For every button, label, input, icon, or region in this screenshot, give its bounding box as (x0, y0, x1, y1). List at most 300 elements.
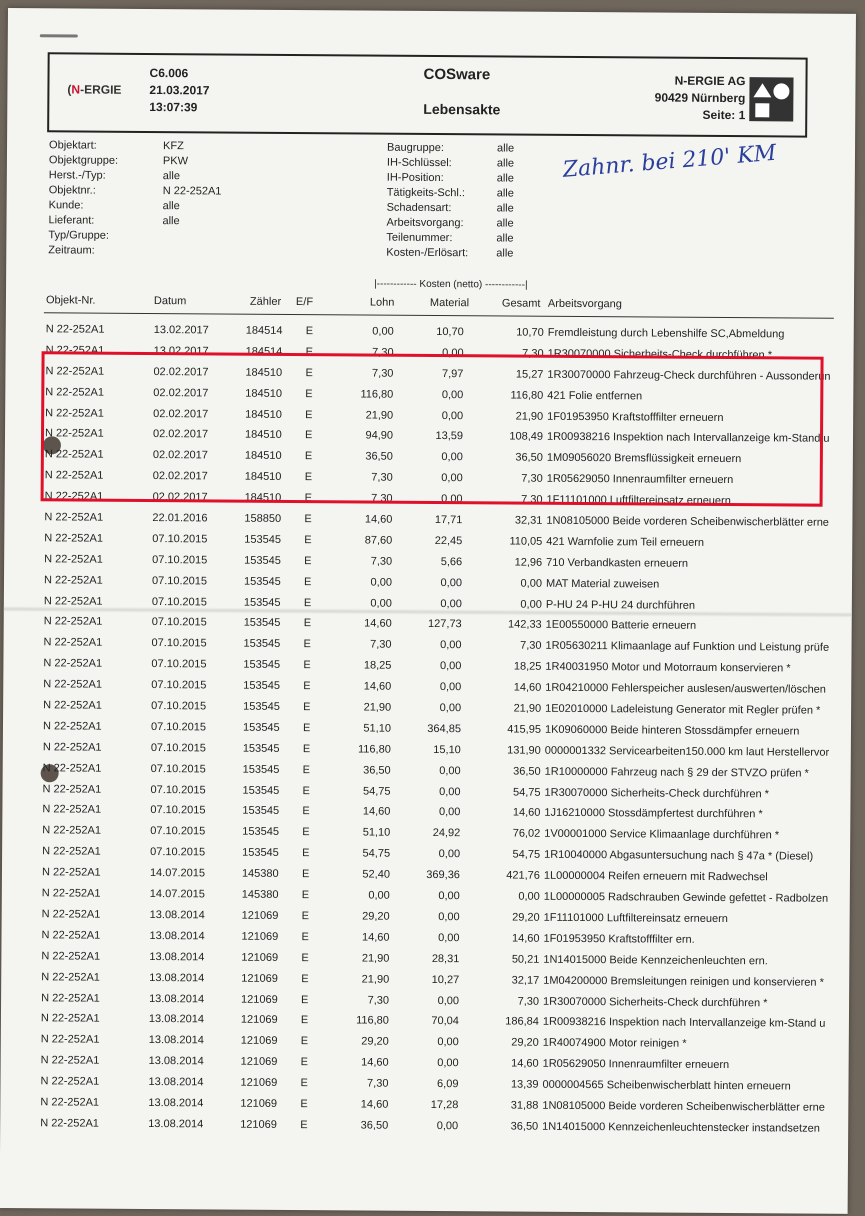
cell-material: 0,00 (438, 848, 461, 861)
filter-values-left: KFZ PKW alle N 22-252A1 alle alle (162, 140, 222, 228)
cell-arbeitsvorgang: 1M04200000 Bremsleitungen reinigen und konservieren * (543, 974, 824, 989)
cell-zaehler: 121069 (241, 909, 279, 922)
cell-gesamt: 29,20 (511, 1036, 539, 1050)
cell-zaehler: 153545 (243, 700, 280, 713)
cell-lohn: 0,00 (370, 597, 392, 610)
cell-material: 24,92 (432, 827, 461, 840)
cell-arbeitsvorgang: 1R10040000 Abgasuntersuchung nach § 47a * (Diesel) (544, 849, 814, 863)
cell-zaehler: 158850 (244, 512, 282, 525)
cell-zaehler: 153545 (244, 533, 282, 546)
cell-datum: 07.10.2015 (150, 762, 206, 776)
cell-material: 0,00 (439, 660, 462, 673)
cell-gesamt: 50,21 (511, 953, 540, 966)
cell-arbeitsvorgang: 1R30070000 Sicherheits-Check durchführen * (547, 347, 773, 362)
cell-zaehler: 153545 (242, 805, 280, 818)
cell-datum: 07.10.2015 (150, 804, 206, 817)
cell-datum: 13.02.2017 (153, 344, 209, 358)
cell-zaehler: 121069 (240, 1076, 278, 1089)
cell-lohn: 36,50 (363, 764, 391, 777)
page-number: Seite: 1 (702, 107, 746, 123)
cell-objekt-nr: N 22-252A1 (44, 448, 104, 462)
cell-zaehler: 121069 (240, 1014, 278, 1027)
cell-gesamt: 21,90 (513, 702, 542, 715)
cell-ef: E (301, 868, 310, 881)
cell-arbeitsvorgang: 1R40074900 Motor reinigen * (542, 1037, 687, 1051)
cell-zaehler: 121069 (241, 930, 279, 943)
cell-datum: 14.07.2015 (149, 867, 206, 880)
cell-lohn: 21,90 (361, 952, 390, 965)
cell-ef: E (301, 951, 309, 964)
cell-arbeitsvorgang: P-HU 24 P-HU 24 durchführen (545, 598, 696, 612)
highlight-box (41, 351, 824, 506)
cell-lohn: 87,60 (364, 534, 393, 547)
cell-zaehler: 153545 (243, 617, 281, 630)
cell-gesamt: 13,39 (510, 1078, 539, 1091)
report-code: C6.006 (149, 65, 189, 81)
cell-objekt-nr: N 22-252A1 (44, 469, 104, 482)
cell-objekt-nr: N 22-252A1 (44, 511, 104, 524)
cell-lohn: 116,80 (357, 743, 391, 756)
cell-objekt-nr: N 22-252A1 (45, 406, 104, 420)
cell-zaehler: 153545 (243, 575, 281, 588)
cell-datum: 07.10.2015 (151, 637, 207, 650)
cell-gesamt: 7,30 (522, 347, 544, 360)
cell-objekt-nr: N 22-252A1 (41, 887, 101, 900)
cell-objekt-nr: N 22-252A1 (44, 553, 103, 566)
cell-gesamt: 12,96 (514, 556, 543, 569)
cell-objekt-nr: N 22-252A1 (41, 991, 100, 1005)
cell-datum: 13.08.2014 (149, 992, 205, 1005)
cell-arbeitsvorgang: 1F11101000 Luftfiltereinsatz erneuern (546, 493, 731, 508)
cell-datum: 07.10.2015 (150, 825, 206, 838)
cell-gesamt: 54,75 (512, 848, 541, 862)
cell-arbeitsvorgang: 710 Verbandkasten erneuern (546, 556, 689, 570)
col-header-arbeitsvorgang: Arbeitsvorgang (547, 297, 622, 311)
cell-material: 0,00 (441, 388, 464, 401)
cell-material: 0,00 (441, 472, 463, 485)
cell-datum: 02.02.2017 (152, 491, 208, 504)
cell-objekt-nr: N 22-252A1 (41, 949, 101, 963)
cell-material: 0,00 (438, 806, 461, 819)
cell-ef: E (304, 533, 312, 547)
cell-datum: 13.08.2014 (149, 908, 205, 922)
cell-gesamt: 0,00 (520, 598, 542, 611)
cell-arbeitsvorgang: MAT Material zuweisen (545, 577, 660, 591)
cell-zaehler: 153545 (243, 679, 281, 693)
cell-material: 10,70 (436, 325, 464, 339)
cell-datum: 13.08.2014 (148, 1013, 205, 1026)
cell-datum: 07.10.2015 (152, 553, 208, 567)
cell-material: 0,00 (441, 451, 463, 464)
cell-lohn: 14,60 (361, 931, 390, 944)
cell-arbeitsvorgang: 421 Folie entfernen (547, 389, 643, 403)
cell-material: 13,59 (435, 430, 464, 443)
cell-ef: E (300, 1118, 308, 1131)
cell-arbeitsvorgang: 1L00000004 Reifen erneuern mit Radwechsel (543, 869, 768, 884)
cell-objekt-nr: N 22-252A1 (40, 1075, 100, 1088)
cell-ef: E (302, 784, 310, 797)
cell-datum: 13.08.2014 (149, 971, 205, 985)
cell-zaehler: 184510 (244, 429, 282, 442)
cell-zaehler: 184510 (245, 366, 283, 379)
col-header-lohn: Lohn (369, 296, 395, 309)
cell-lohn: 0,00 (368, 889, 390, 902)
cell-ef: E (305, 408, 313, 421)
cell-ef: E (301, 972, 309, 985)
cell-lohn: 51,10 (363, 722, 392, 735)
cell-gesamt: 31,88 (510, 1099, 539, 1112)
cell-objekt-nr: N 22-252A1 (43, 678, 103, 691)
cell-arbeitsvorgang: 1R30070000 Sicherheits-Check durchführen * (543, 995, 768, 1009)
cell-lohn: 14,60 (360, 1098, 389, 1111)
cell-lohn: 21,90 (363, 701, 392, 714)
cell-material: 6,09 (437, 1078, 459, 1091)
report-date: 21.03.2017 (149, 82, 210, 98)
cell-zaehler: 184514 (245, 324, 283, 337)
cell-objekt-nr: N 22-252A1 (41, 929, 101, 942)
cell-zaehler: 121069 (241, 951, 279, 964)
cell-material: 0,00 (437, 1057, 459, 1070)
cell-material: 10,27 (431, 973, 460, 986)
cell-lohn: 7,30 (371, 367, 394, 380)
cell-lohn: 94,90 (365, 429, 394, 443)
cell-lohn: 29,20 (361, 1035, 389, 1048)
cell-zaehler: 153545 (242, 784, 280, 797)
cell-objekt-nr: N 22-252A1 (40, 1054, 100, 1067)
cell-zaehler: 184510 (245, 408, 282, 421)
cell-ef: E (302, 805, 310, 818)
cell-zaehler: 145380 (241, 867, 279, 881)
cell-objekt-nr: N 22-252A1 (42, 720, 102, 733)
cell-gesamt: 15,27 (515, 368, 544, 381)
cell-ef: E (304, 513, 312, 526)
cell-gesamt: 7,30 (521, 472, 543, 485)
cell-ef: E (303, 575, 312, 588)
cell-ef: E (300, 1014, 309, 1027)
cell-material: 15,10 (433, 743, 461, 756)
cell-arbeitsvorgang: 1R04210000 Fehlerspeicher auslesen/auswerten/löschen (545, 681, 826, 696)
cell-ef: E (304, 450, 313, 463)
cell-arbeitsvorgang: 1F01953950 Kraftstofffilter ern. (543, 932, 695, 946)
cell-zaehler: 153545 (242, 846, 279, 860)
cell-objekt-nr: N 22-252A1 (40, 1012, 100, 1026)
handwritten-note: Zahnr. bei 210' KM (561, 140, 778, 183)
cell-material: 17,28 (430, 1098, 459, 1112)
cell-ef: E (302, 847, 310, 860)
cell-lohn: 7,30 (367, 994, 390, 1007)
cell-ef: E (301, 993, 309, 1006)
col-header-zaehler: Zähler (249, 295, 282, 308)
cell-objekt-nr: N 22-252A1 (44, 532, 104, 545)
cell-gesamt: 14,60 (512, 807, 541, 820)
cell-ef: E (305, 325, 314, 338)
cell-zaehler: 121069 (241, 993, 278, 1006)
cell-zaehler: 121069 (240, 1097, 278, 1110)
cell-ef: E (304, 554, 312, 567)
cell-material: 22,45 (434, 534, 463, 548)
cell-objekt-nr: N 22-252A1 (40, 1033, 100, 1046)
cell-zaehler: 153545 (243, 638, 281, 651)
col-header-gesamt: Gesamt (501, 297, 541, 310)
cell-arbeitsvorgang: 1J16210000 Stossdämpfertest durchführen * (544, 807, 763, 821)
cell-datum: 13.08.2014 (148, 1034, 204, 1047)
cell-gesamt: 421,76 (506, 869, 540, 882)
cell-datum: 13.08.2014 (148, 1055, 204, 1068)
cell-gesamt: 14,60 (511, 932, 540, 945)
cell-material: 369,36 (426, 869, 460, 882)
cell-objekt-nr: N 22-252A1 (45, 365, 105, 378)
company-logo: (N-ERGIE (67, 82, 122, 97)
cell-arbeitsvorgang: 1R05629050 Innenraumfilter erneuern (546, 473, 734, 487)
cell-ef: E (300, 1035, 309, 1048)
cell-arbeitsvorgang: 1N14015000 Kennzeichenleuchtenstecker instandsetzen (542, 1120, 820, 1135)
cell-lohn: 54,75 (362, 785, 391, 798)
cell-datum: 07.10.2015 (150, 720, 207, 734)
cell-datum: 14.07.2015 (149, 888, 205, 901)
cell-lohn: 7,30 (372, 346, 394, 359)
cell-lohn: 7,30 (367, 1077, 389, 1090)
cell-datum: 02.02.2017 (153, 365, 209, 379)
cell-objekt-nr: N 22-252A1 (43, 699, 102, 712)
header-rule (44, 312, 834, 319)
cell-ef: E (300, 1056, 309, 1069)
cell-gesamt: 29,20 (512, 911, 540, 924)
cell-datum: 07.10.2015 (151, 595, 207, 608)
cell-arbeitsvorgang: 1L00000005 Radschrauben Gewinde gefettet - Radbolzen (543, 890, 829, 905)
cell-arbeitsvorgang: 1R05629050 Innenraumfilter erneuern (542, 1057, 730, 1072)
cell-material: 17,71 (434, 514, 463, 527)
cell-material: 0,00 (438, 931, 460, 945)
costs-group-label: |------------ Kosten (netto) ------------| (374, 278, 528, 291)
cell-gesamt: 32,17 (511, 974, 540, 987)
cell-gesamt: 186,84 (505, 1015, 539, 1029)
cell-objekt-nr: N 22-252A1 (41, 866, 101, 879)
cell-arbeitsvorgang: 1K09060000 Beide hinteren Stossdämpfer erneuern (544, 723, 800, 738)
cell-material: 0,00 (441, 493, 463, 506)
cell-gesamt: 415,95 (507, 723, 542, 736)
cell-arbeitsvorgang: 1E02010000 Ladeleistung Generator mit Regler prüfen * (545, 702, 821, 717)
cell-arbeitsvorgang: 0000001332 Servicearbeiten150.000 km laut Herstellervor (544, 744, 830, 759)
cell-material: 364,85 (427, 722, 462, 736)
cell-arbeitsvorgang: 421 Warnfolie zum Teil erneuern (546, 535, 705, 549)
cell-material: 0,00 (436, 1119, 459, 1133)
cell-gesamt: 36,50 (510, 1120, 539, 1133)
document-page (0, 8, 856, 1214)
cell-datum: 07.10.2015 (150, 783, 206, 796)
cell-lohn: 7,30 (370, 638, 392, 652)
cell-lohn: 116,80 (360, 388, 394, 401)
col-header-ef: E/F (295, 296, 314, 309)
cell-objekt-nr: N 22-252A1 (45, 385, 105, 399)
cell-objekt-nr: N 22-252A1 (40, 1117, 99, 1130)
cell-material: 0,00 (437, 1036, 459, 1049)
cell-objekt-nr: N 22-252A1 (42, 741, 102, 754)
cell-material: 0,00 (439, 681, 462, 694)
cell-ef: E (301, 889, 310, 902)
cell-gesamt: 110,05 (509, 535, 543, 548)
filter-labels-right: Baugruppe: IH-Schlüssel: IH-Position: Tätigkeits-Schl.: Schadensart: Arbeitsvorgang: Teilenummer: Kosten-/Erlösart: (386, 141, 469, 260)
cell-gesamt: 76,02 (512, 827, 541, 841)
cell-arbeitsvorgang: 1E00550000 Batterie erneuern (545, 619, 697, 633)
report-time: 13:07:39 (149, 99, 198, 115)
cell-zaehler: 153545 (242, 763, 280, 776)
cell-lohn: 14,60 (364, 617, 392, 631)
report-title: Lebensakte (423, 100, 501, 118)
cell-objekt-nr: N 22-252A1 (44, 490, 104, 503)
cell-objekt-nr: N 22-252A1 (44, 427, 104, 441)
cell-datum: 13.08.2014 (149, 929, 205, 943)
cell-datum: 07.10.2015 (151, 616, 207, 629)
cell-lohn: 21,90 (361, 973, 390, 986)
cell-zaehler: 121069 (240, 1118, 277, 1131)
cell-datum: 02.02.2017 (153, 386, 209, 400)
cell-material: 0,00 (439, 764, 461, 777)
cell-datum: 07.10.2015 (151, 679, 207, 692)
cell-ef: E (304, 492, 312, 505)
company-city: 90429 Nürnberg (654, 90, 746, 106)
cell-objekt-nr: N 22-252A1 (42, 803, 102, 817)
cell-arbeitsvorgang: 1F01953950 Kraftstofffilter erneuern (547, 410, 724, 424)
cell-objekt-nr: N 22-252A1 (43, 573, 103, 587)
cell-arbeitsvorgang: 1F11101000 Luftfiltereinsatz erneuern (543, 911, 728, 925)
cell-datum: 02.02.2017 (152, 470, 208, 483)
cell-material: 0,00 (440, 639, 462, 652)
cell-zaehler: 121069 (240, 1055, 278, 1069)
cell-lohn: 14,60 (361, 1056, 389, 1069)
cell-material: 0,00 (439, 702, 462, 715)
col-header-material: Material (429, 296, 470, 310)
cell-gesamt: 18,25 (513, 660, 542, 673)
cell-ef: E (303, 638, 311, 651)
cell-datum: 02.02.2017 (153, 407, 209, 420)
cell-lohn: 0,00 (370, 576, 393, 589)
cell-ef: E (303, 596, 312, 609)
cell-ef: E (303, 617, 312, 630)
cell-gesamt: 0,00 (520, 577, 543, 590)
cell-ef: E (302, 721, 311, 735)
cell-ef: E (300, 1077, 308, 1090)
cell-lohn: 21,90 (365, 409, 394, 422)
cell-datum: 13.08.2014 (148, 1096, 204, 1110)
company-name: N-ERGIE AG (674, 73, 746, 89)
cell-lohn: 7,30 (371, 492, 393, 505)
cell-material: 28,31 (431, 952, 460, 965)
cell-arbeitsvorgang: 1R05630211 Klimaanlage auf Funktion und Leistung prüfe (545, 640, 830, 655)
cell-objekt-nr: N 22-252A1 (41, 908, 101, 921)
cell-zaehler: 153545 (243, 596, 281, 609)
cell-gesamt: 14,60 (513, 681, 542, 694)
cell-lohn: 7,30 (371, 471, 393, 484)
cell-ef: E (303, 680, 311, 693)
filter-values-right: alle alle alle alle alle alle alle alle (496, 142, 515, 260)
cell-gesamt: 32,31 (514, 514, 543, 527)
cell-gesamt: 36,50 (513, 765, 541, 778)
cell-datum: 13.02.2017 (153, 324, 209, 337)
cell-lohn: 29,20 (362, 910, 390, 923)
cell-material: 7,97 (441, 367, 464, 380)
cell-zaehler: 184510 (244, 491, 282, 505)
cell-lohn: 36,50 (360, 1119, 389, 1132)
cell-zaehler: 121069 (241, 972, 278, 985)
cell-arbeitsvorgang: 1R30070000 Fahrzeug-Check durchführen - Aussonderun (547, 368, 831, 383)
cell-datum: 07.10.2015 (151, 658, 207, 671)
cell-zaehler: 153545 (243, 658, 281, 672)
cell-material: 5,66 (440, 555, 463, 568)
cell-arbeitsvorgang: 1V00001000 Service Klimaanlage durchführen * (544, 828, 780, 842)
cell-datum: 07.10.2015 (151, 574, 208, 588)
cell-arbeitsvorgang: Fremdleistung durch Lebenshilfe SC,Abmeldung (547, 326, 785, 341)
cell-gesamt: 142,33 (508, 618, 542, 632)
cell-zaehler: 184510 (244, 470, 282, 484)
cell-gesamt: 7,30 (517, 995, 540, 1008)
cell-lohn: 14,60 (363, 680, 392, 693)
cell-objekt-nr: N 22-252A1 (43, 615, 103, 629)
cell-datum: 07.10.2015 (150, 846, 206, 859)
cell-objekt-nr: N 22-252A1 (41, 970, 100, 984)
staple (40, 34, 78, 37)
cell-zaehler: 121069 (240, 1034, 278, 1048)
cell-arbeitsvorgang: 1M09056020 Bremsflüssigkeit erneuern (546, 452, 742, 466)
cell-objekt-nr: N 22-252A1 (45, 344, 105, 357)
cell-datum: 13.08.2014 (148, 1117, 204, 1131)
cell-zaehler: 184510 (244, 450, 282, 463)
cell-material: 0,00 (438, 890, 460, 903)
cell-material: 0,00 (440, 597, 462, 610)
cell-ef: E (305, 345, 313, 359)
cell-material: 0,00 (440, 576, 463, 589)
cell-gesamt: 0,00 (518, 890, 540, 903)
cell-lohn: 51,10 (362, 826, 391, 840)
cell-zaehler: 184510 (245, 387, 283, 400)
cell-datum: 07.10.2015 (152, 532, 208, 546)
cell-objekt-nr: N 22-252A1 (43, 594, 103, 608)
cell-datum: 02.02.2017 (152, 449, 208, 462)
cell-arbeitsvorgang: 0000004565 Scheibenwischerblatt hinten erneuern (542, 1078, 791, 1093)
cell-gesamt: 131,90 (507, 744, 541, 757)
cell-arbeitsvorgang: 1N14015000 Beide Kennzeichenleuchten ern. (543, 953, 768, 968)
cell-datum: 02.02.2017 (152, 428, 209, 441)
filter-labels-left: Objektart: Objektgruppe: Herst.-/Typ: Objektnr.: Kunde: Lieferant: Typ/Gruppe: Zeitraum: (48, 139, 119, 257)
cell-zaehler: 153545 (242, 721, 280, 734)
cell-ef: E (302, 826, 310, 839)
cell-gesamt: 36,50 (515, 451, 543, 465)
cell-datum: 07.10.2015 (151, 700, 207, 713)
cell-ef: E (301, 910, 310, 923)
cell-objekt-nr: N 22-252A1 (42, 845, 101, 858)
col-header-objekt: Objekt-Nr. (45, 294, 96, 307)
cell-datum: 07.10.2015 (150, 741, 206, 755)
col-header-datum: Datum (153, 295, 187, 308)
cell-arbeitsvorgang: 1R30070000 Sicherheits-Check durchführen * (544, 786, 769, 800)
cell-ef: E (300, 1098, 308, 1111)
cell-material: 0,00 (441, 409, 464, 422)
cell-gesamt: 7,30 (520, 639, 542, 653)
cell-datum: 13.08.2014 (149, 950, 205, 964)
cell-ef: E (303, 701, 311, 714)
cell-lohn: 116,80 (356, 1014, 389, 1028)
cell-gesamt: 54,75 (512, 786, 541, 799)
cell-arbeitsvorgang: 1R40031950 Motor und Motorraum konservieren * (545, 661, 791, 675)
report-header (47, 52, 808, 137)
cell-lohn: 14,60 (364, 513, 393, 526)
cell-lohn: 52,40 (362, 868, 390, 881)
cell-lohn: 36,50 (365, 450, 393, 464)
cell-lohn: 0,00 (372, 325, 394, 338)
cell-gesamt: 116,80 (510, 389, 544, 402)
cell-material: 0,00 (438, 910, 460, 924)
cell-lohn: 14,60 (362, 805, 391, 819)
cell-objekt-nr: N 22-252A1 (45, 323, 105, 336)
